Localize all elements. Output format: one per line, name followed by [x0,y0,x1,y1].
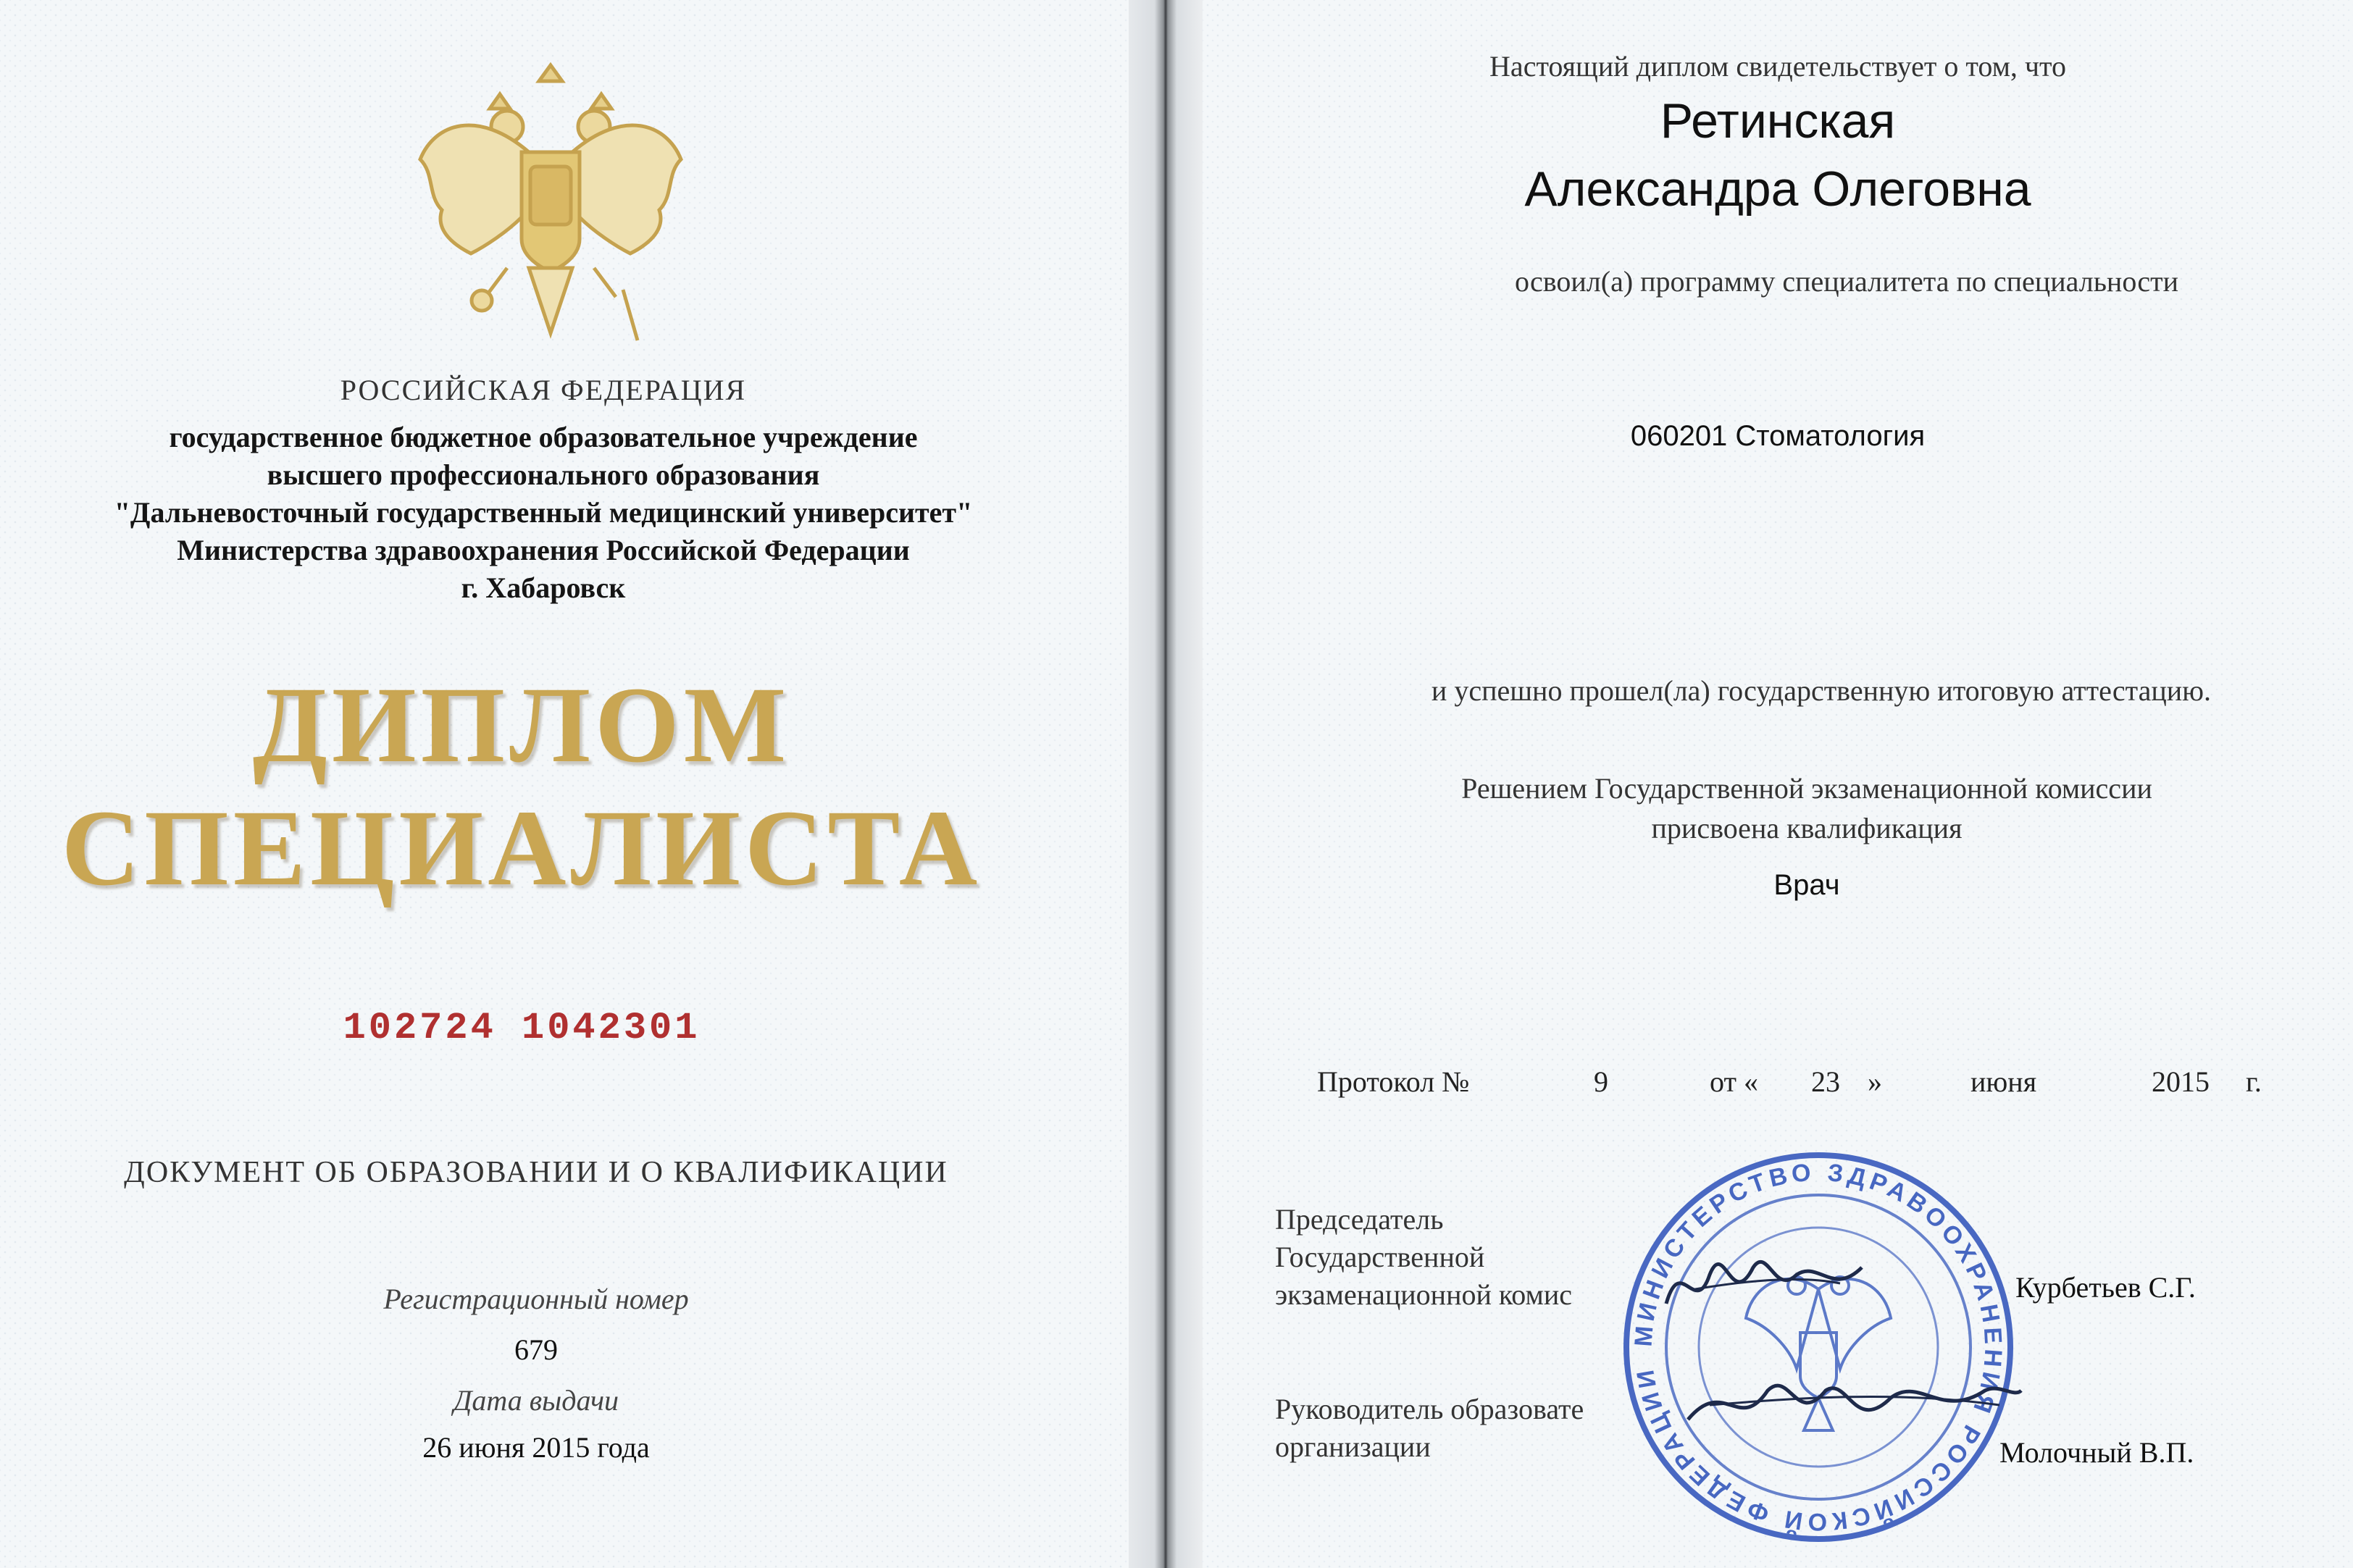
registration-number: 679 [514,1333,558,1366]
protocol-month: июня [1970,1065,2037,1098]
graduate-surname: Ретинская [1660,93,1896,148]
document-type: ДОКУМЕНТ ОБ ОБРАЗОВАНИИ И О КВАЛИФИКАЦИИ [124,1156,948,1189]
institution-line-3: "Дальневосточный государственный медицинский университет" [114,496,973,529]
issue-date: 26 июня 2015 года [422,1431,650,1464]
protocol-label: Протокол № [1317,1065,1470,1098]
qualification: Врач [1773,869,1840,901]
protocol-day: 23 [1811,1065,1840,1098]
official-seal-stamp [1616,1144,2021,1550]
diploma-title-line-1: ДИПЛОМ [252,665,791,785]
diploma-title-line-2: СПЕЦИАЛИСТА [61,788,982,908]
serial-number: 102724 1042301 [343,1007,701,1049]
commission-decision-line-1: Решением Государственной экзаменационной комиссии [1461,772,2152,805]
protocol-year: 2015 [2152,1065,2210,1098]
institution-city: г. Хабаровск [461,571,626,604]
head-name: Молочный В.П. [1999,1436,2194,1469]
country-name: РОССИЙСКАЯ ФЕДЕРАЦИЯ [340,374,747,406]
attestation-text: и успешно прошел(ла) государственную итоговую аттестацию. [1431,674,2212,707]
protocol-close-quote: » [1868,1065,1882,1098]
graduate-given-names: Александра Олеговна [1524,162,2031,217]
head-signature [1681,1362,2028,1448]
protocol-from-label: от « [1710,1065,1758,1098]
institution-line-4: Министерства здравоохранения Российской Федерации [177,534,910,566]
chairman-name: Курбетьев С.Г. [2015,1271,2196,1304]
head-label-line-1: Руководитель образовате [1275,1393,1584,1425]
svg-text:МИНИСТЕРСТВО ЗДРАВООХРАНЕНИЯ Р: МИНИСТЕРСТВО ЗДРАВООХРАНЕНИЯ РОССИЙСКОЙ ФЕДЕРАЦИИ [1629,1158,2007,1536]
program-text: освоил(а) программу специалитета по специальности [1515,265,2178,298]
chairman-label-line-3: экзаменационной комис [1275,1278,1572,1311]
head-label-line-2: организации [1275,1430,1431,1463]
double-headed-eagle-emblem-icon [406,51,695,362]
chairman-label-line-1: Председатель [1275,1203,1444,1236]
specialty: 060201 Стоматология [1630,420,1926,452]
chairman-label-line-2: Государственной [1275,1241,1485,1273]
protocol-year-suffix: г. [2246,1065,2262,1098]
left-page [0,0,1129,1568]
institution-line-1: государственное бюджетное образовательное учреждение [169,421,918,453]
book-spine [1129,0,1203,1568]
protocol-number: 9 [1594,1065,1608,1098]
chairman-signature [1652,1231,1869,1333]
registration-number-label: Регистрационный номер [383,1283,689,1315]
institution-line-2: высшего профессионального образования [267,458,820,491]
commission-decision-line-2: присвоена квалификация [1651,812,1963,844]
intro-text: Настоящий диплом свидетельствует о том, что [1489,50,2066,83]
issue-date-label: Дата выдачи [453,1384,619,1417]
